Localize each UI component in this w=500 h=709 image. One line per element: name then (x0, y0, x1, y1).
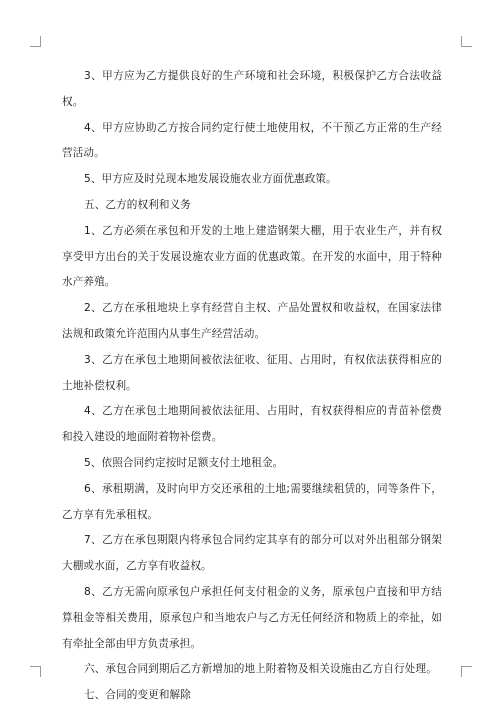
crop-mark-top-left (30, 36, 41, 47)
paragraph-party-b-4: 4、乙方在承包土地期间被依法征用、占用时，有权获得相应的青苗补偿费和投入建设的地面附着物补偿费。 (62, 405, 442, 444)
paragraph-party-b-6: 6、承租期满，及时向甲方交还承租的土地;需要继续租赁的，同等条件下，乙方享有先承租权。 (62, 482, 442, 521)
paragraph-party-b-7: 7、乙方在承包期限内将承包合同约定其享有的部分可以对外出租部分钢架大棚或水面，乙方享有收益权。 (62, 534, 442, 573)
section-heading-modification: 七、合同的变更和解除 (84, 689, 191, 702)
paragraph-party-b-3: 3、乙方在承包土地期间被依法征收、征用、占用时，有权依法获得相应的土地补偿权利。 (62, 353, 442, 392)
crop-mark-bottom-left (30, 666, 41, 677)
paragraph-party-a-4: 4、甲方应协助乙方按合同约定行使土地使用权，不干预乙方正常的生产经营活动。 (62, 121, 442, 160)
crop-mark-bottom-right (461, 666, 472, 677)
paragraph-party-a-3: 3、甲方应为乙方提供良好的生产环境和社会环境，积极保护乙方合法收益权。 (62, 70, 442, 108)
crop-mark-top-right (461, 36, 472, 47)
document-body (62, 64, 442, 709)
paragraph-party-b-2: 2、乙方在承租地块上享有经营自主权、产品处置权和收益权，在国家法律法规和政策允许范围内从事生产经营活动。 (62, 302, 442, 340)
paragraph-party-b-5: 5、依照合同约定按时足额支付土地租金。 (84, 456, 284, 469)
paragraph-party-b-8: 8、乙方无需向原承包户承担任何支付租金的义务，原承包户直接和甲方结算租金等相关费用，原承包户和当地农户与乙方无任何经济和物质上的牵扯，如有牵扯全部由甲方负责承担。 (62, 585, 442, 650)
section-heading-expiry: 六、承包合同到期后乙方新增加的地上附着物及相关设施由乙方自行处理。 (84, 663, 437, 676)
section-heading-party-b-rights: 五、乙方的权利和义务 (84, 198, 191, 211)
paragraph-party-b-1: 1、乙方必须在承包和开发的土地上建造钢架大棚，用于农业生产，并有权享受甲方出台的关于发展设施农业方面的优惠政策。在开发的水面中，用于特种水产养殖。 (62, 224, 442, 289)
paragraph-party-a-5: 5、甲方应及时兑现本地发展设施农业方面优惠政策。 (84, 173, 337, 186)
